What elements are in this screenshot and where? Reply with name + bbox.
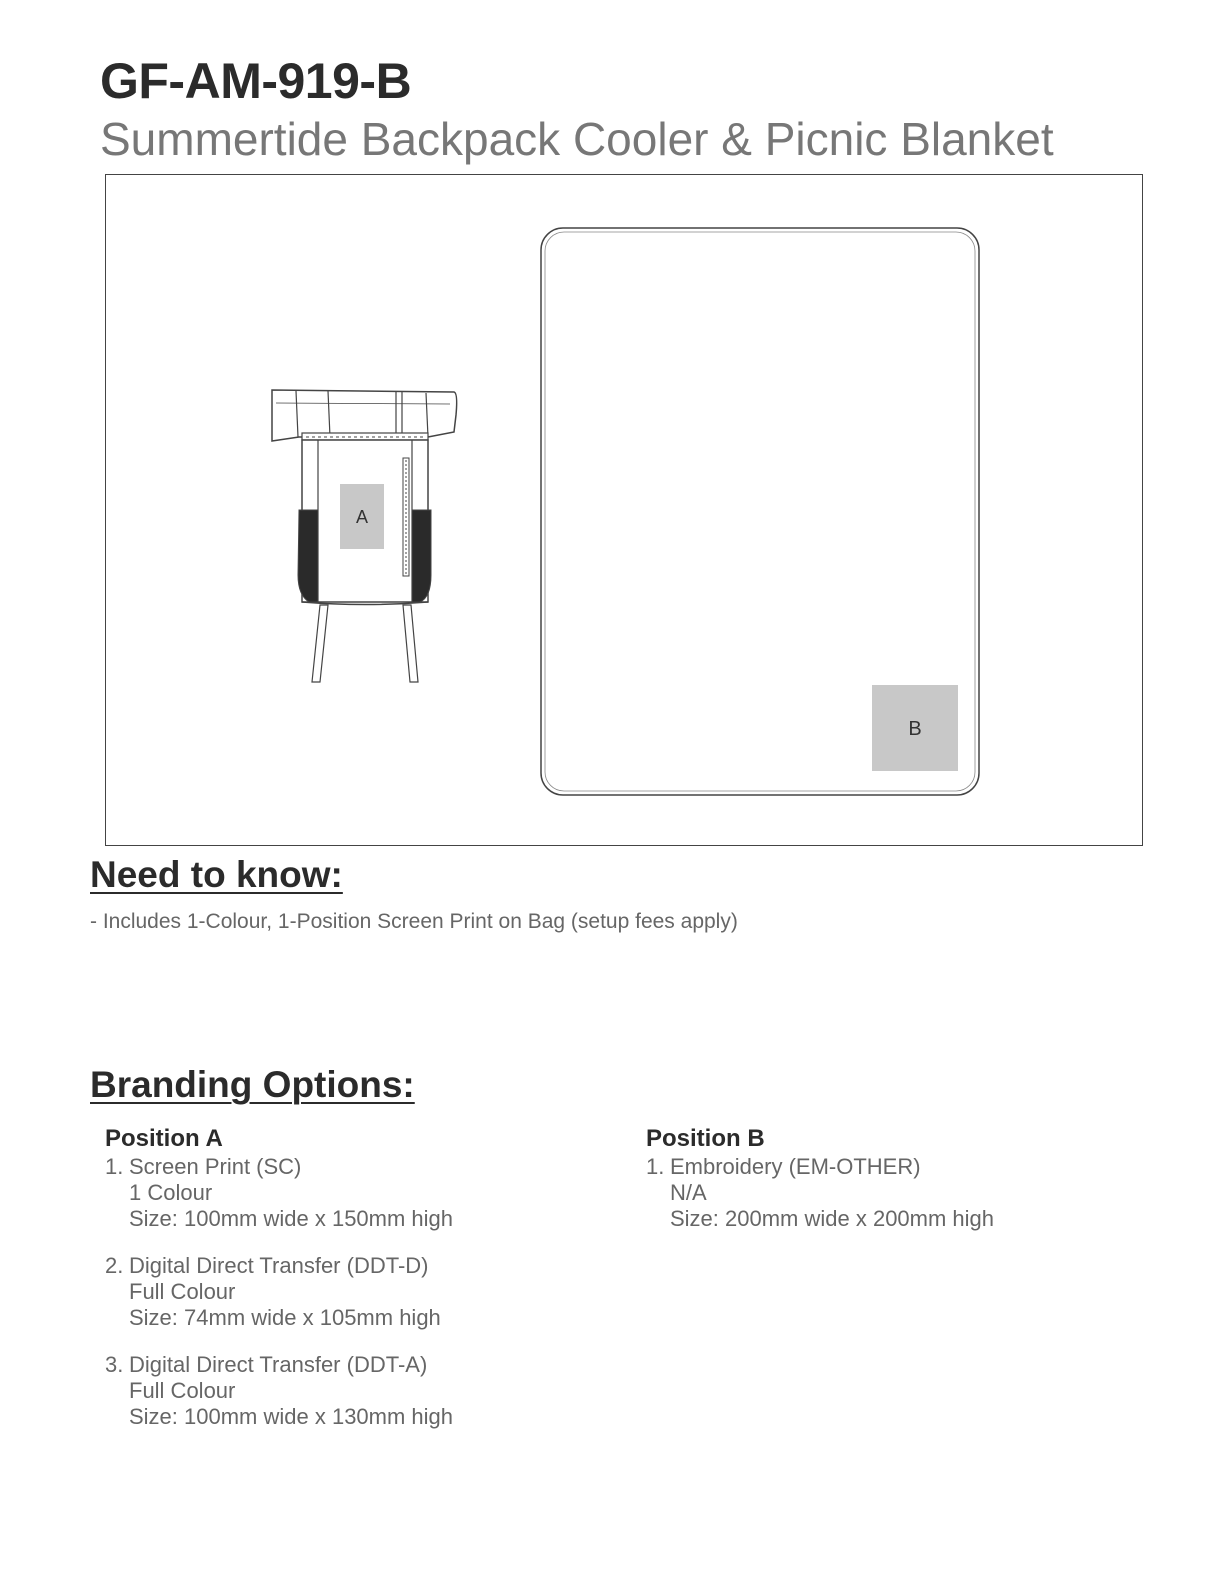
need-to-know-heading: Need to know:: [90, 854, 343, 895]
option-method: Digital Direct Transfer (DDT-A): [129, 1352, 428, 1377]
position-a-option-3: [105, 1352, 585, 1430]
option-colour: Full Colour: [129, 1378, 236, 1403]
branding-options-heading: Branding Options:: [90, 1064, 415, 1105]
option-colour: 1 Colour: [129, 1180, 213, 1205]
option-size: Size: 74mm wide x 105mm high: [129, 1305, 441, 1330]
option-number: 2.: [105, 1253, 124, 1278]
option-number: 1.: [105, 1154, 124, 1179]
position-b-title: Position B: [646, 1125, 765, 1152]
option-method: Digital Direct Transfer (DDT-D): [129, 1253, 429, 1278]
option-colour: Full Colour: [129, 1279, 236, 1304]
option-size: Size: 200mm wide x 200mm high: [670, 1206, 995, 1231]
product-code: GF-AM-919-B: [100, 53, 412, 109]
option-method: Screen Print (SC): [129, 1154, 302, 1179]
product-illustration: [106, 175, 1144, 847]
option-size: Size: 100mm wide x 130mm high: [129, 1404, 454, 1429]
position-a-option-1: [105, 1154, 585, 1232]
position-b-column: [646, 1124, 1126, 1253]
backpack-cooler-drawing: [272, 390, 457, 682]
option-size: Size: 100mm wide x 150mm high: [129, 1206, 454, 1231]
position-a-column: [105, 1124, 585, 1451]
need-to-know-item: - Includes 1-Colour, 1-Position Screen Print on Bag (setup fees apply): [90, 910, 738, 933]
position-a-title: Position A: [105, 1125, 223, 1152]
option-method: Embroidery (EM-OTHER): [670, 1154, 921, 1179]
option-number: 3.: [105, 1352, 124, 1377]
position-b-option-1: [646, 1154, 1126, 1232]
picnic-blanket-drawing: [541, 228, 979, 795]
option-colour: N/A: [670, 1180, 707, 1205]
print-area-a-label: A: [355, 507, 369, 527]
product-illustration-frame: [105, 174, 1143, 846]
print-area-b-label: B: [908, 718, 922, 740]
position-a-option-2: [105, 1253, 585, 1331]
option-number: 1.: [646, 1154, 665, 1179]
product-name: Summertide Backpack Cooler & Picnic Blanket: [100, 113, 1054, 165]
